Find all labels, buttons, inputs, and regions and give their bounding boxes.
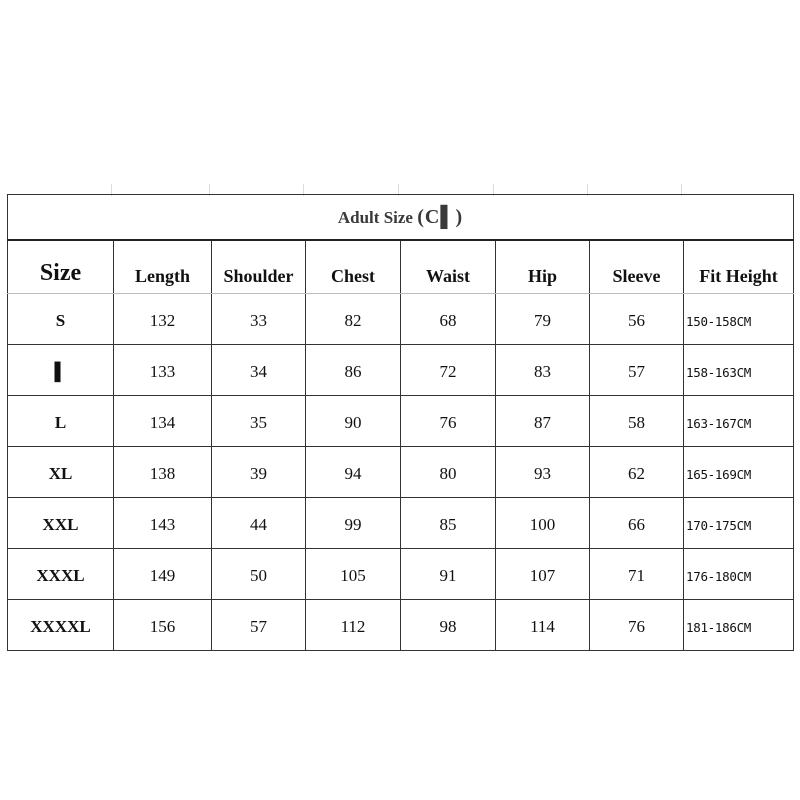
table-row	[8, 294, 794, 345]
cell-size: XL	[8, 447, 114, 498]
cell-size: L	[8, 396, 114, 447]
cell-hip: 93	[496, 447, 590, 498]
cell-waist: 80	[401, 447, 496, 498]
cell-sleeve: 56	[590, 294, 684, 345]
cell-shoulder: 33	[212, 294, 306, 345]
cell-chest: 112	[306, 600, 401, 651]
cell-chest: 94	[306, 447, 401, 498]
table-row	[8, 447, 794, 498]
cell-chest: 90	[306, 396, 401, 447]
table-row	[8, 498, 794, 549]
cell-waist: 68	[401, 294, 496, 345]
cell-hip: 100	[496, 498, 590, 549]
cell-fit-height: 181-186CM	[684, 600, 794, 651]
cell-waist: 85	[401, 498, 496, 549]
cell-waist: 91	[401, 549, 496, 600]
cell-fit-height: 165-169CM	[684, 447, 794, 498]
cell-shoulder: 44	[212, 498, 306, 549]
cell-chest: 86	[306, 345, 401, 396]
cell-fit-height: 163-167CM	[684, 396, 794, 447]
cell-fit-height: 158-163CM	[684, 345, 794, 396]
table-title-unit: (C▌)	[417, 205, 464, 228]
cell-length: 132	[114, 294, 212, 345]
cell-fit-height: 176-180CM	[684, 549, 794, 600]
header-chest: Chest	[306, 240, 401, 294]
cell-waist: 72	[401, 345, 496, 396]
cell-size: ▌	[8, 345, 114, 396]
cell-hip: 83	[496, 345, 590, 396]
table-row	[8, 549, 794, 600]
header-sleeve: Sleeve	[590, 240, 684, 294]
cell-length: 138	[114, 447, 212, 498]
header-waist: Waist	[401, 240, 496, 294]
header-row	[8, 240, 794, 294]
cell-length: 156	[114, 600, 212, 651]
cell-shoulder: 50	[212, 549, 306, 600]
table-row	[8, 396, 794, 447]
cell-size: S	[8, 294, 114, 345]
cell-size: XXL	[8, 498, 114, 549]
header-hip: Hip	[496, 240, 590, 294]
cell-sleeve: 76	[590, 600, 684, 651]
cell-size: XXXXL	[8, 600, 114, 651]
cell-waist: 76	[401, 396, 496, 447]
cell-sleeve: 58	[590, 396, 684, 447]
cell-chest: 82	[306, 294, 401, 345]
cell-sleeve: 62	[590, 447, 684, 498]
header-fit-height: Fit Height	[684, 240, 794, 294]
cell-shoulder: 35	[212, 396, 306, 447]
cell-length: 134	[114, 396, 212, 447]
cell-chest: 105	[306, 549, 401, 600]
cell-length: 133	[114, 345, 212, 396]
cell-sleeve: 57	[590, 345, 684, 396]
table-row	[8, 600, 794, 651]
header-shoulder: Shoulder	[212, 240, 306, 294]
cell-hip: 114	[496, 600, 590, 651]
size-table	[7, 194, 794, 651]
cell-length: 149	[114, 549, 212, 600]
table-title-text: Adult Size	[337, 207, 413, 227]
table-row	[8, 345, 794, 396]
cell-shoulder: 57	[212, 600, 306, 651]
cell-hip: 107	[496, 549, 590, 600]
cell-shoulder: 34	[212, 345, 306, 396]
cell-length: 143	[114, 498, 212, 549]
cell-fit-height: 150-158CM	[684, 294, 794, 345]
cell-waist: 98	[401, 600, 496, 651]
header-size: Size	[8, 240, 114, 294]
cell-size: XXXL	[8, 549, 114, 600]
table-title	[8, 195, 794, 241]
cell-hip: 87	[496, 396, 590, 447]
cell-hip: 79	[496, 294, 590, 345]
header-length: Length	[114, 240, 212, 294]
cell-fit-height: 170-175CM	[684, 498, 794, 549]
cell-shoulder: 39	[212, 447, 306, 498]
cell-sleeve: 71	[590, 549, 684, 600]
cell-chest: 99	[306, 498, 401, 549]
cell-sleeve: 66	[590, 498, 684, 549]
